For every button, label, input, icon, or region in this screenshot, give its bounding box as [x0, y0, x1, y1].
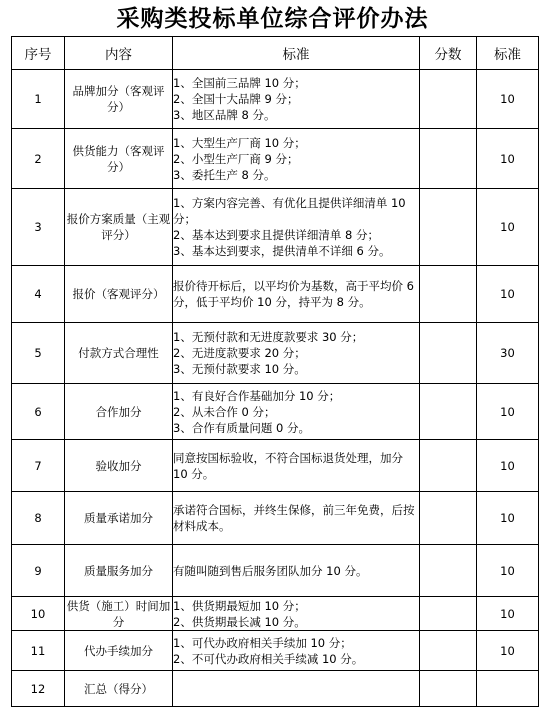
row-seq: 2 — [12, 129, 65, 189]
row-score — [420, 492, 477, 545]
standard-line: 1、全国前三品牌 10 分； — [173, 76, 306, 90]
row-seq: 10 — [12, 597, 65, 631]
row-max-score: 10 — [477, 70, 539, 129]
table-row — [12, 492, 539, 545]
row-content: 验收加分 — [65, 440, 173, 492]
row-content: 品牌加分（客观评分） — [65, 70, 173, 129]
row-standard — [173, 129, 420, 189]
header-score: 分数 — [420, 37, 477, 70]
row-max-score: 10 — [477, 492, 539, 545]
row-standard — [173, 323, 420, 384]
row-max-score: 10 — [477, 440, 539, 492]
table-row — [12, 440, 539, 492]
table-row — [12, 129, 539, 189]
standard-line: 1、有良好合作基础加分 10 分； — [173, 388, 341, 403]
row-seq: 4 — [12, 266, 65, 323]
table-row — [12, 597, 539, 631]
row-standard — [173, 545, 420, 597]
row-content: 报价方案质量（主观评分） — [65, 189, 173, 266]
standard-line: 3、地区品牌 8 分。 — [173, 108, 276, 122]
row-seq: 11 — [12, 631, 65, 671]
row-standard — [173, 189, 420, 266]
standard-line: 3、基本达到要求，提供清单不详细 6 分。 — [173, 244, 391, 258]
table-row — [12, 70, 539, 129]
standard-line: 承诺符合国标，并终生保修，前三年免费，后按材料成本。 — [173, 503, 415, 533]
table-row — [12, 545, 539, 597]
row-score — [420, 631, 477, 671]
standard-line: 3、无预付款要求 10 分。 — [173, 362, 306, 376]
standard-line: 2、全国十大品牌 9 分； — [173, 92, 299, 106]
row-standard — [173, 671, 420, 707]
row-content: 质量承诺加分 — [65, 492, 173, 545]
row-content: 供货（施工）时间加分 — [65, 597, 173, 631]
standard-line: 1、可代办政府相关手续加 10 分； — [173, 635, 352, 650]
row-max-score — [477, 671, 539, 707]
standard-line: 1、大型生产厂商 10 分； — [173, 135, 306, 150]
row-max-score: 10 — [477, 189, 539, 266]
row-seq: 9 — [12, 545, 65, 597]
header-seq: 序号 — [12, 37, 65, 70]
standard-line: 2、供货期最长减 10 分。 — [173, 614, 306, 629]
standard-line: 1、方案内容完善、有优化且提供详细清单 10 分； — [173, 196, 406, 226]
standard-line: 2、从未合作 0 分； — [173, 404, 276, 419]
row-standard — [173, 597, 420, 631]
row-max-score: 10 — [477, 545, 539, 597]
row-max-score: 10 — [477, 129, 539, 189]
row-standard — [173, 631, 420, 671]
table-row — [12, 631, 539, 671]
row-seq: 8 — [12, 492, 65, 545]
row-standard — [173, 266, 420, 323]
standard-line: 1、无预付款和无进度款要求 30 分； — [173, 330, 364, 344]
table-row — [12, 323, 539, 384]
row-score — [420, 384, 477, 440]
standard-line: 2、无进度款要求 20 分； — [173, 346, 306, 360]
row-seq: 3 — [12, 189, 65, 266]
standard-line: 2、小型生产厂商 9 分； — [173, 151, 299, 166]
row-score — [420, 323, 477, 384]
standard-line: 2、不可代办政府相关手续减 10 分。 — [173, 651, 364, 666]
table-row — [12, 671, 539, 707]
row-seq: 12 — [12, 671, 65, 707]
row-max-score: 10 — [477, 384, 539, 440]
row-seq: 6 — [12, 384, 65, 440]
table-row — [12, 266, 539, 323]
document-title: 采购类投标单位综合评价办法 — [116, 5, 429, 32]
standard-line: 有随叫随到售后服务团队加分 10 分。 — [173, 563, 368, 578]
table-row — [12, 384, 539, 440]
row-standard — [173, 70, 420, 129]
row-score — [420, 545, 477, 597]
row-score — [420, 597, 477, 631]
row-seq: 1 — [12, 70, 65, 129]
row-max-score: 10 — [477, 597, 539, 631]
row-standard — [173, 440, 420, 492]
standard-line: 同意按国标验收，不符合国标退货处理，加分 10 分。 — [173, 450, 403, 481]
row-score — [420, 70, 477, 129]
row-max-score: 10 — [477, 631, 539, 671]
row-score — [420, 671, 477, 707]
standard-line: 3、合作有质量问题 0 分。 — [173, 420, 310, 435]
row-standard — [173, 384, 420, 440]
row-score — [420, 129, 477, 189]
standard-line: 报价待开标后，以平均价为基数，高于平均价 6 分，低于平均价 10 分，持平为 8 分。 — [173, 279, 414, 309]
standard-line: 2、基本达到要求且提供详细清单 8 分； — [173, 228, 379, 242]
row-standard — [173, 492, 420, 545]
standard-line: 1、供货期最短加 10 分； — [173, 598, 306, 613]
standard-line: 3、委托生产 8 分。 — [173, 167, 276, 182]
evaluation-table — [11, 36, 539, 707]
row-content: 付款方式合理性 — [65, 323, 173, 384]
row-content: 汇总（得分） — [65, 671, 173, 707]
row-content: 代办手续加分 — [65, 631, 173, 671]
row-max-score: 10 — [477, 266, 539, 323]
table-row — [12, 189, 539, 266]
row-max-score: 30 — [477, 323, 539, 384]
table-header-row — [12, 37, 539, 70]
row-score — [420, 266, 477, 323]
row-seq: 7 — [12, 440, 65, 492]
row-content: 报价（客观评分） — [65, 266, 173, 323]
row-score — [420, 440, 477, 492]
header-standard: 标准 — [173, 37, 420, 70]
header-max-score: 标准 — [477, 37, 539, 70]
row-seq: 5 — [12, 323, 65, 384]
row-score — [420, 189, 477, 266]
row-content: 供货能力（客观评分） — [65, 129, 173, 189]
row-content: 质量服务加分 — [65, 545, 173, 597]
row-content: 合作加分 — [65, 384, 173, 440]
header-content: 内容 — [65, 37, 173, 70]
